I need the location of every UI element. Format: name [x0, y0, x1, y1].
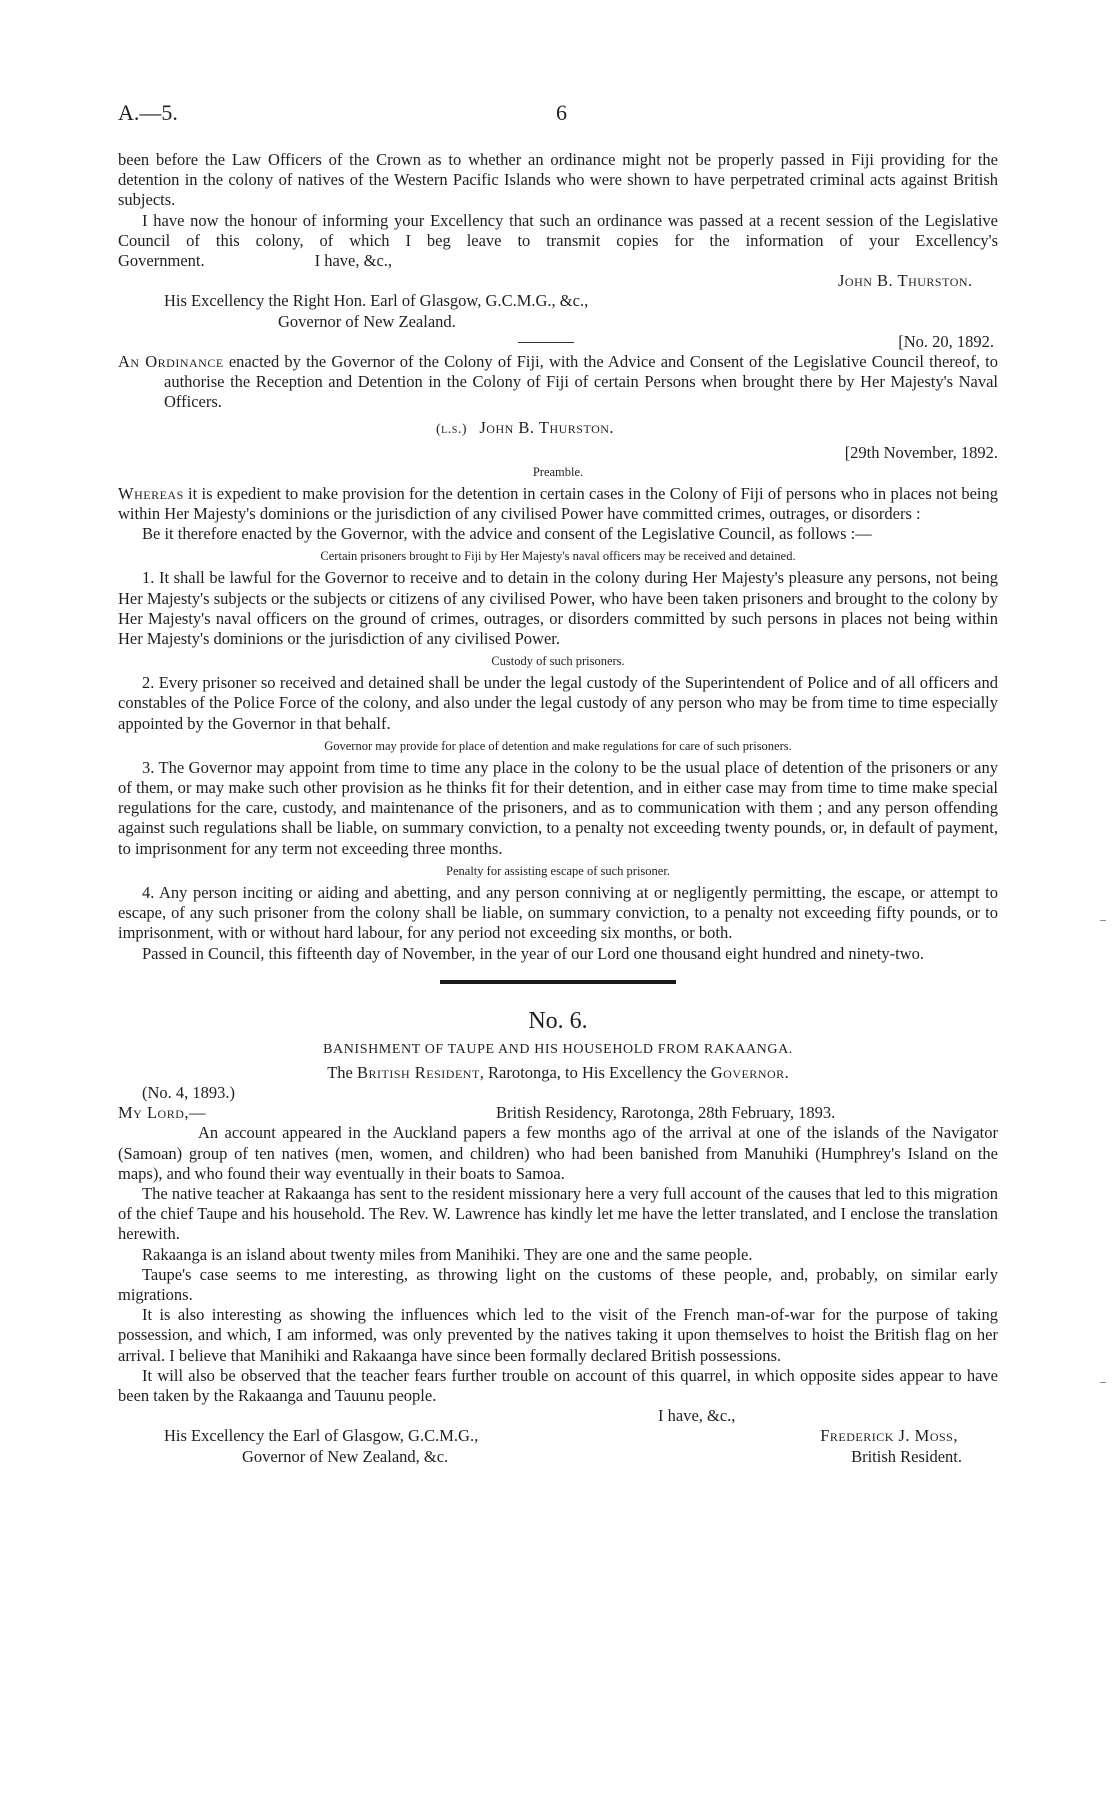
separator-rule — [518, 342, 574, 343]
letter-paragraph: The native teacher at Rakaanga has sent to the resident missionary here a very full account of the causes that led to this migration of the chief Taupe and his household. The Rev. W. Lawrence has kindly let me have the letter translated, and I enclose the translation herewith. — [118, 1183, 998, 1244]
closing-have: I have, &c., — [314, 251, 393, 271]
scan-mark — [1100, 1382, 1106, 1383]
section-text: 3. The Governor may appoint from time to time any place in the colony to be the usual place of detention of the prisoners or any of them, or may make such other provision as he thinks fit for their detention, and in either case may from time to time make special regulations for the care, custody, and maintenance of the prisoners, and as to communication with them ; and any person offending against such regulations shall be liable, on summary conviction, to a penalty not exceeding twenty pounds, or, in default of payment, to imprisonment for any term not exceeding three months. — [118, 757, 998, 858]
margin-note: Certain prisoners brought to Fiji by Her Majesty's naval officers may be received and detained. — [320, 549, 796, 564]
from-text: , Rarotonga, to His Excellency the — [479, 1062, 711, 1082]
whereas-paragraph — [118, 484, 998, 524]
ordinance-title-text: enacted by the Governor of the Colony of Fiji, with the Advice and Consent of the Legislative Council thereof, to authorise the Reception and Detention in the Colony of Fiji of certain Persons when brought there by Her Majesty's Naval Officers. — [164, 351, 998, 412]
from-text: . — [784, 1062, 789, 1082]
letter-paragraph: Rakaanga is an island about twenty miles from Manihiki. They are one and the same people. — [142, 1244, 753, 1264]
signature: Frederick J. Moss, — [820, 1426, 958, 1446]
margin-note: Penalty for assisting escape of such prisoner. — [446, 863, 670, 878]
page-header — [118, 100, 1018, 130]
addressee-line: His Excellency the Right Hon. Earl of Glasgow, G.C.M.G., &c., — [164, 291, 589, 311]
document-body — [118, 150, 998, 1467]
ordinance-title-lead: An Ordinance — [118, 351, 224, 371]
letter-paragraph: An account appeared in the Auckland papers a few months ago of the arrival at one of the islands of the Navigator (Samoan) group of ten natives (men, women, and children) who had been banished from Manuhiki (Humphrey's Island on the maps), and who found their way eventually in their boats to Samoa. — [118, 1123, 998, 1183]
addressee-line: Governor of New Zealand. — [278, 311, 456, 331]
section-text: 2. Every prisoner so received and detained shall be under the legal custody of the Superintendent of Police and of all officers and constables of the Police Force of the colony, and also under the legal custody of any person who may be from time to time especially appointed by the Governor in that behalf. — [118, 673, 998, 733]
whereas-text: it is expedient to make provision for the detention in certain cases in the Colony of Fiji of persons who in places not being within Her Majesty's dominions or the jurisdiction of any civilised Power have committed crimes, outrages, or disorders : — [118, 483, 998, 524]
closing-have: I have, &c., — [658, 1406, 736, 1426]
signature: John B. Thurston. — [838, 271, 973, 291]
seal-line — [118, 418, 998, 440]
seal-signature: John B. Thurston. — [479, 418, 615, 438]
dateline: British Residency, Rarotonga, 28th February, 1893. — [496, 1103, 836, 1123]
margin-note: Custody of such prisoners. — [491, 654, 625, 669]
signatory-title: British Resident. — [851, 1446, 962, 1466]
seal-mark: (l.s.) — [436, 422, 467, 438]
section-divider — [440, 980, 676, 984]
scan-mark — [1100, 920, 1106, 921]
section-text: 4. Any person inciting or aiding and abetting, and any person conniving at or negligently permitting, the escape, or attempt to escape, of any such prisoner from the colony shall be liable, on summary conviction, to a penalty not exceeding fifty pounds, or to imprisonment, with or without hard labour, for any period not exceeding six months, or both. — [118, 882, 998, 943]
page-number: 6 — [556, 100, 567, 125]
addressee-line: Governor of New Zealand, &c. — [242, 1446, 449, 1466]
ordinance-date: [29th November, 1892. — [844, 442, 998, 462]
whereas-lead: Whereas — [118, 483, 184, 503]
ordinance-number-row — [118, 332, 998, 352]
passed-in-council: Passed in Council, this fifteenth day of November, in the year of our Lord one thousand eight hundred and ninety-two. — [142, 943, 924, 963]
enacting-clause: Be it therefore enacted by the Governor, with the advice and consent of the Legislative Council, as follows :— — [142, 524, 872, 544]
closing-row — [118, 1426, 998, 1446]
margin-note: Governor may provide for place of detention and make regulations for care of such prisoners. — [324, 738, 792, 753]
ordinance-number: [No. 20, 1892. — [898, 331, 994, 351]
letter-paragraph-text: I have now the honour of informing your Excellency that such an ordinance was passed at a recent session of the Legislative Council of this colony, of which I beg leave to transmit copies for the information of your Excellency's Government. — [118, 210, 998, 271]
salutation-row — [118, 1103, 998, 1123]
ordinance-title — [118, 352, 998, 413]
letter-paragraph: been before the Law Officers of the Crown as to whether an ordinance might not be properly passed in Fiji providing for the detention in the colony of natives of the Western Pacific Islands who were shown to have perpetrated criminal acts against British subjects. — [118, 150, 998, 210]
from-title: British Resident — [357, 1062, 480, 1082]
from-text: The — [327, 1062, 357, 1082]
letter-paragraph: Taupe's case seems to me interesting, as throwing light on the customs of these people, and, probably, on similar early migrations. — [118, 1264, 998, 1304]
salutation: My Lord,— — [118, 1103, 207, 1123]
letter-from-to — [118, 1063, 998, 1083]
to-title: Governor — [710, 1062, 785, 1082]
letter-paragraph — [118, 211, 998, 272]
section-text: 1. It shall be lawful for the Governor to receive and to detain in the colony during Her Majesty's pleasure any persons, not being Her Majesty's subjects or the subjects or citizens of any civilised Power, who have been taken prisoners and brought to the colony by Her Majesty's naval officers on the ground of crimes, outrages, or disorders committed by such persons in places not being within Her Majesty's dominions or the jurisdiction of any civilised Power. — [118, 568, 998, 649]
letter-paragraph: It will also be observed that the teacher fears further trouble on account of this quarrel, in which opposite sides appear to have been taken by the Rakaanga and Tauunu people. — [118, 1365, 998, 1405]
addressee-line: His Excellency the Earl of Glasgow, G.C.M.G., — [164, 1426, 479, 1446]
closing-row — [118, 1447, 998, 1467]
section-heading: BANISHMENT OF TAUPE AND HIS HOUSEHOLD FROM RAKAANGA. — [323, 1041, 793, 1057]
letter-paragraph: It is also interesting as showing the influences which led to the visit of the French man-of-war for the purpose of taking possession, and which, I am informed, was only prevented by the natives taking it upon themselves to hoist the British flag on her arrival. I believe that Manihiki and Rakaanga have since been formally declared British possessions. — [118, 1305, 998, 1365]
section-number: No. 6. — [528, 1007, 588, 1034]
letter-reference: (No. 4, 1893.) — [142, 1082, 236, 1102]
margin-note: Preamble. — [532, 464, 584, 479]
document-reference: A.—5. — [118, 100, 178, 125]
